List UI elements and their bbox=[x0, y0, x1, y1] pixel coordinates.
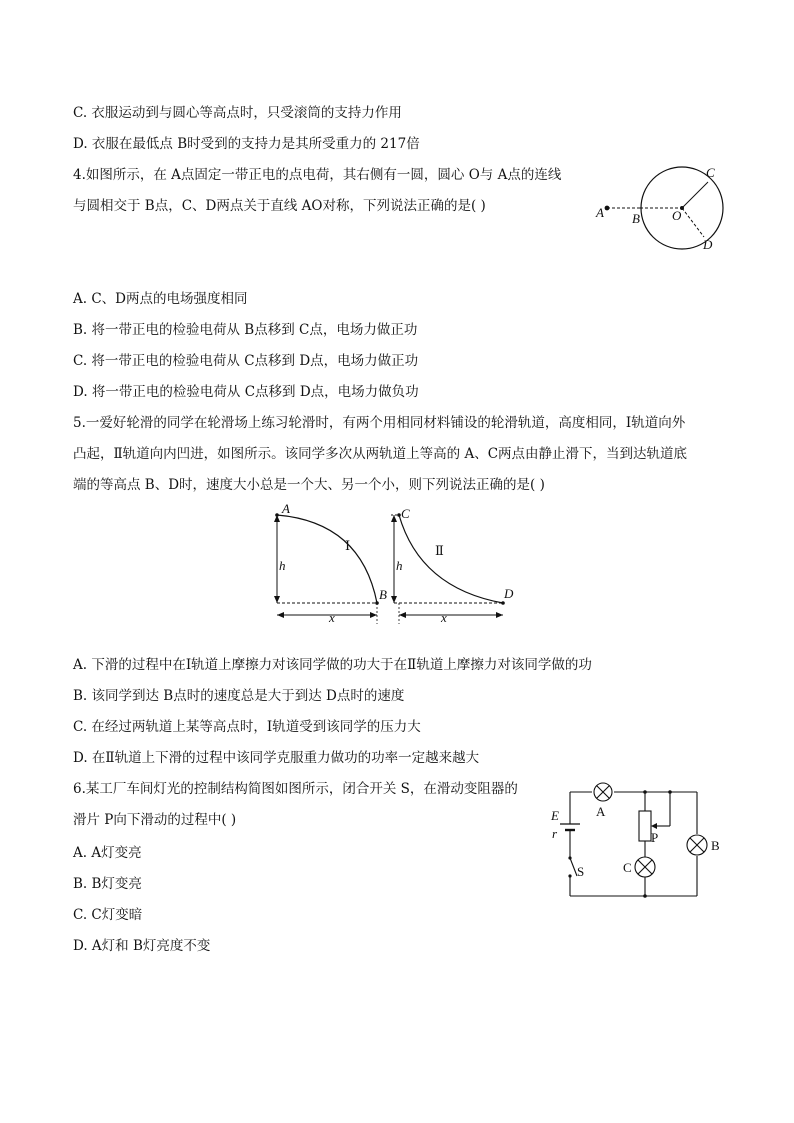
q6-option-a: A. A灯变亮 bbox=[73, 845, 142, 861]
q5-label-track-2: Ⅱ bbox=[435, 543, 444, 558]
q5-label-c: C bbox=[401, 506, 410, 521]
q6-label-b: B bbox=[711, 838, 720, 853]
q4-label-d: D bbox=[703, 237, 713, 252]
q5-label-d: D bbox=[504, 586, 514, 601]
q4-label-o: O bbox=[672, 208, 682, 223]
q5-stem-line-3: 端的等高点 B、D时，速度大小总是一个大、另一个小，则下列说法正确的是( ) bbox=[73, 477, 545, 493]
q4-option-d: D. 将一带正电的检验电荷从 C点移到 D点，电场力做负功 bbox=[73, 384, 419, 400]
q4-figure bbox=[590, 160, 730, 260]
q4-stem-line-2: 与圆相交于 B点，C、D两点关于直线 AO对称，下列说法正确的是( ) bbox=[73, 198, 486, 214]
q5-label-x1: x bbox=[329, 610, 335, 625]
q6-label-a: A bbox=[596, 804, 606, 819]
q5-figure bbox=[265, 500, 515, 625]
q5-label-track-1: Ⅰ bbox=[345, 538, 351, 553]
q5-option-a: A. 下滑的过程中在Ⅰ轨道上摩擦力对该同学做的功大于在Ⅱ轨道上摩擦力对该同学做的功 bbox=[73, 657, 592, 673]
q4-option-c: C. 将一带正电的检验电荷从 C点移到 D点，电场力做正功 bbox=[73, 353, 419, 369]
q6-label-p: P bbox=[651, 830, 659, 845]
q6-option-b: B. B灯变亮 bbox=[73, 876, 142, 892]
q4-label-c: C bbox=[706, 165, 715, 180]
q3-option-c: C. 衣服运动到与圆心等高点时，只受滚筒的支持力作用 bbox=[73, 105, 402, 121]
q5-label-a: A bbox=[282, 501, 290, 516]
q5-option-d: D. 在Ⅱ轨道上下滑的过程中该同学克服重力做功的功率一定越来越大 bbox=[73, 750, 480, 766]
q4-option-b: B. 将一带正电的检验电荷从 B点移到 C点，电场力做正功 bbox=[73, 322, 418, 338]
q6-option-d: D. A灯和 B灯亮度不变 bbox=[73, 938, 211, 954]
q5-stem-line-1: 5.一爱好轮滑的同学在轮滑场上练习轮滑时，有两个用相同材料铺设的轮滑轨道，高度相同，Ⅰ轨道向外 bbox=[73, 415, 686, 431]
q6-circuit-figure bbox=[545, 780, 735, 905]
q6-label-s: S bbox=[577, 864, 585, 879]
q6-stem-line-1: 6.某工厂车间灯光的控制结构简图如图所示，闭合开关 S，在滑动变阻器的 bbox=[73, 781, 518, 797]
q6-label-r: r bbox=[552, 826, 558, 841]
q4-stem-line-1: 4.如图所示，在 A点固定一带正电的点电荷，其右侧有一圆，圆心 O与 A点的连线 bbox=[73, 167, 562, 183]
q6-label-e: E bbox=[551, 808, 559, 823]
q3-option-d: D. 衣服在最低点 B时受到的支持力是其所受重力的 217倍 bbox=[73, 136, 420, 152]
q5-stem-line-2: 凸起，Ⅱ轨道向内凹进，如图所示。该同学多次从两轨道上等高的 A、C两点由静止滑下，当到达轨道底 bbox=[73, 446, 688, 462]
q6-stem-line-2: 滑片 P向下滑动的过程中( ) bbox=[73, 812, 237, 828]
q5-label-h1: h bbox=[279, 558, 286, 573]
q5-label-h2: h bbox=[396, 558, 403, 573]
q5-label-x2: x bbox=[441, 610, 447, 625]
q6-option-c: C. C灯变暗 bbox=[73, 907, 143, 923]
q4-label-a: A bbox=[596, 205, 604, 220]
q4-label-b: B bbox=[632, 211, 640, 226]
q4-option-a: A. C、D两点的电场强度相同 bbox=[73, 291, 248, 307]
q5-option-b: B. 该同学到达 B点时的速度总是大于到达 D点时的速度 bbox=[73, 688, 405, 704]
q5-option-c: C. 在经过两轨道上某等高点时，Ⅰ轨道受到该同学的压力大 bbox=[73, 719, 421, 735]
q5-label-b: B bbox=[379, 587, 387, 602]
q6-label-c: C bbox=[623, 860, 632, 875]
